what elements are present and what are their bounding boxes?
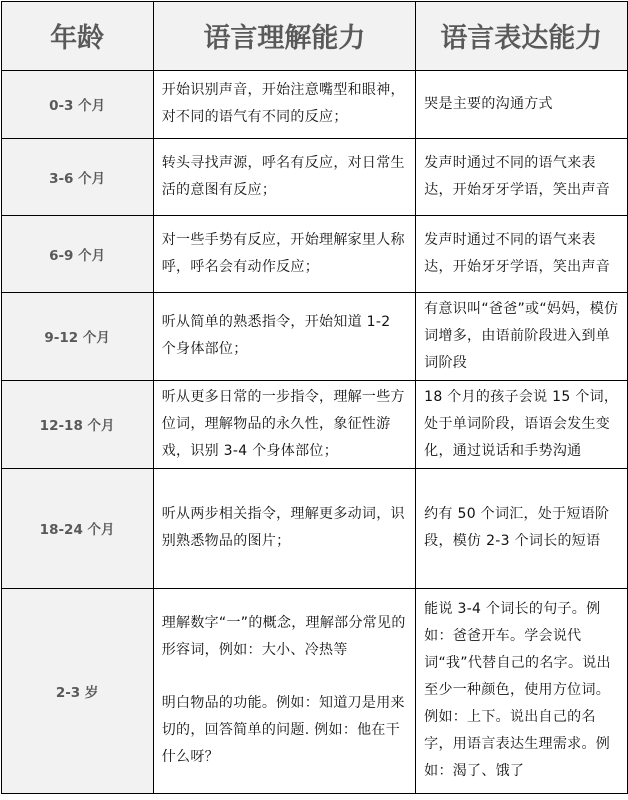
understanding-cell (153, 588, 415, 793)
age-cell: 18-24 个月 (1, 468, 153, 588)
understanding-cell (153, 380, 415, 468)
table-row (1, 292, 627, 380)
expression-text: 有意识叫“爸爸”或“妈妈，模仿词增多，由语前阶段进入到单词阶段 (424, 300, 619, 371)
expression-text: 发声时通过不同的语气来表达，开始牙牙学语，笑出声音 (424, 154, 611, 198)
understanding-text: 转头寻找声源，呼名有反应，对日常生活的意图有反应； (161, 154, 405, 198)
understanding-text: 对一些手势有反应，开始理解家里人称呼，呼名会有动作反应； (161, 231, 405, 275)
understanding-text: 开始识别声音，开始注意嘴型和眼神，对不同的语气有不同的反应； (161, 82, 405, 125)
expression-cell (416, 70, 627, 138)
header-expression: 语言表达能力 (416, 1, 627, 70)
understanding-text: 听从更多日常的一步指令，理解一些方位词，理解物品的永久性，象征性游戏，识别 3-4 个身体部位； (161, 388, 405, 459)
expression-cell (416, 468, 627, 588)
table-row (1, 380, 627, 468)
header-row (1, 1, 627, 70)
expression-text: 能说 3-4 个词长的句子。例如：爸爸开车。学会说代词“我”代替自己的名字。说出至少一种颜色，使用方位词。例如：上下。说出自己的名字，用语言表达生理需求。例如：渴了、饿了 (424, 601, 611, 779)
header-understanding: 语言理解能力 (153, 1, 415, 70)
expression-cell (416, 588, 627, 793)
understanding-text: 听从简单的熟悉指令，开始知道 1-2 个身体部位； (161, 314, 391, 357)
expression-text: 哭是主要的沟通方式 (424, 95, 553, 112)
expression-cell (416, 215, 627, 292)
expression-cell (416, 380, 627, 468)
development-table (1, 1, 628, 794)
expression-text: 发声时通过不同的语气来表达，开始牙牙学语，笑出声音 (424, 231, 611, 275)
age-cell: 9-12 个月 (1, 292, 153, 380)
age-cell: 2-3 岁 (1, 588, 153, 793)
table-row (1, 138, 627, 215)
understanding-text: 理解数字“一”的概念，理解部分常见的形容词，例如：大小、冷热等 (161, 615, 406, 658)
understanding-text: 听从两步相关指令，理解更多动词，识别熟悉物品的图片； (161, 506, 405, 549)
understanding-text: 明白物品的功能。例如：知道刀是用来切的，回答简单的问题. 例如：他在干什么呀？ (161, 695, 405, 765)
table-row (1, 588, 627, 793)
understanding-cell (153, 138, 415, 215)
expression-cell (416, 138, 627, 215)
age-cell: 3-6 个月 (1, 138, 153, 215)
age-cell: 6-9 个月 (1, 215, 153, 292)
understanding-cell (153, 468, 415, 588)
expression-text: 18 个月的孩子会说 15 个词，处于单词阶段，语语会发生变化，通过说话和手势沟通 (424, 388, 619, 459)
understanding-cell (153, 292, 415, 380)
understanding-cell (153, 70, 415, 138)
understanding-cell (153, 215, 415, 292)
age-cell: 12-18 个月 (1, 380, 153, 468)
expression-cell (416, 292, 627, 380)
age-cell: 0-3 个月 (1, 70, 153, 138)
table-row (1, 215, 627, 292)
expression-text: 约有 50 个词汇，处于短语阶段，模仿 2-3 个词长的短语 (424, 506, 610, 549)
table-row (1, 468, 627, 588)
header-age: 年龄 (1, 1, 153, 70)
table-row (1, 70, 627, 138)
